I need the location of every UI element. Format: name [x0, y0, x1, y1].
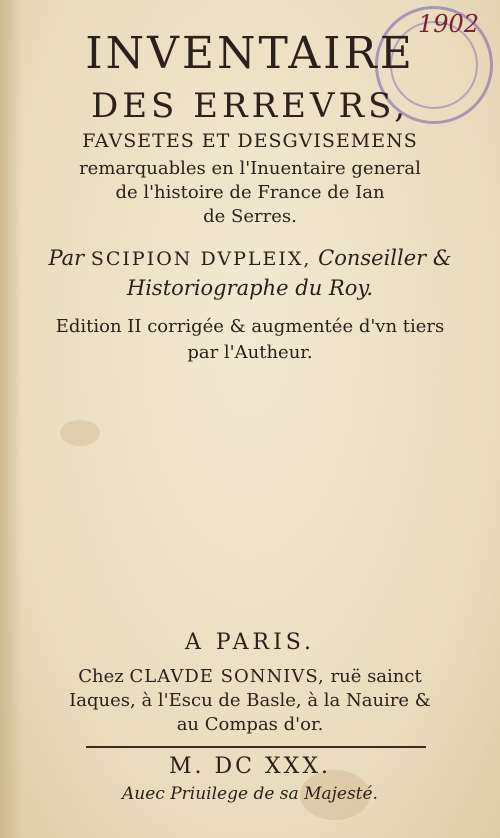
title-line-2: DES ERREVRS,	[90, 86, 410, 126]
publication-date: M. DC XXX.	[169, 754, 331, 779]
author-line	[0, 246, 500, 270]
imprint-printer-line	[0, 666, 500, 687]
author-role-1: Conseiller &	[318, 246, 452, 270]
edition-line-2: par l'Autheur.	[187, 342, 313, 363]
imprint-address-1: ruë sainct	[330, 666, 422, 687]
author-name: SCIPION DVPLEIX,	[90, 248, 312, 270]
imprint-printer-prefix: Chez	[78, 666, 124, 687]
imprint-address-3: au Compas d'or.	[176, 714, 324, 735]
privilege-line: Auec Priuilege de sa Majesté.	[122, 784, 378, 804]
edition-line-1: Edition II corrigée & augmentée d'vn tiers	[55, 316, 445, 337]
imprint-printer: CLAVDE SONNIVS,	[129, 666, 325, 687]
title-line-6: de Serres.	[203, 206, 297, 227]
divider-rule	[86, 746, 426, 748]
author-prefix: Par	[48, 246, 85, 270]
title-line-1: INVENTAIRE	[85, 28, 415, 79]
foxing-spot	[60, 420, 100, 446]
title-line-4: remarquables en l'Inuentaire general	[79, 158, 421, 179]
author-role-2: Historiographe du Roy.	[126, 276, 374, 300]
shelfmark: 1902	[418, 10, 480, 38]
title-line-3: FAVSETES ET DESGVISEMENS	[82, 130, 418, 152]
title-line-5: de l'histoire de France de Ian	[115, 182, 385, 203]
imprint-place: A PARIS.	[184, 630, 316, 655]
imprint-address-2: Iaques, à l'Escu de Basle, à la Nauire &	[69, 690, 431, 711]
